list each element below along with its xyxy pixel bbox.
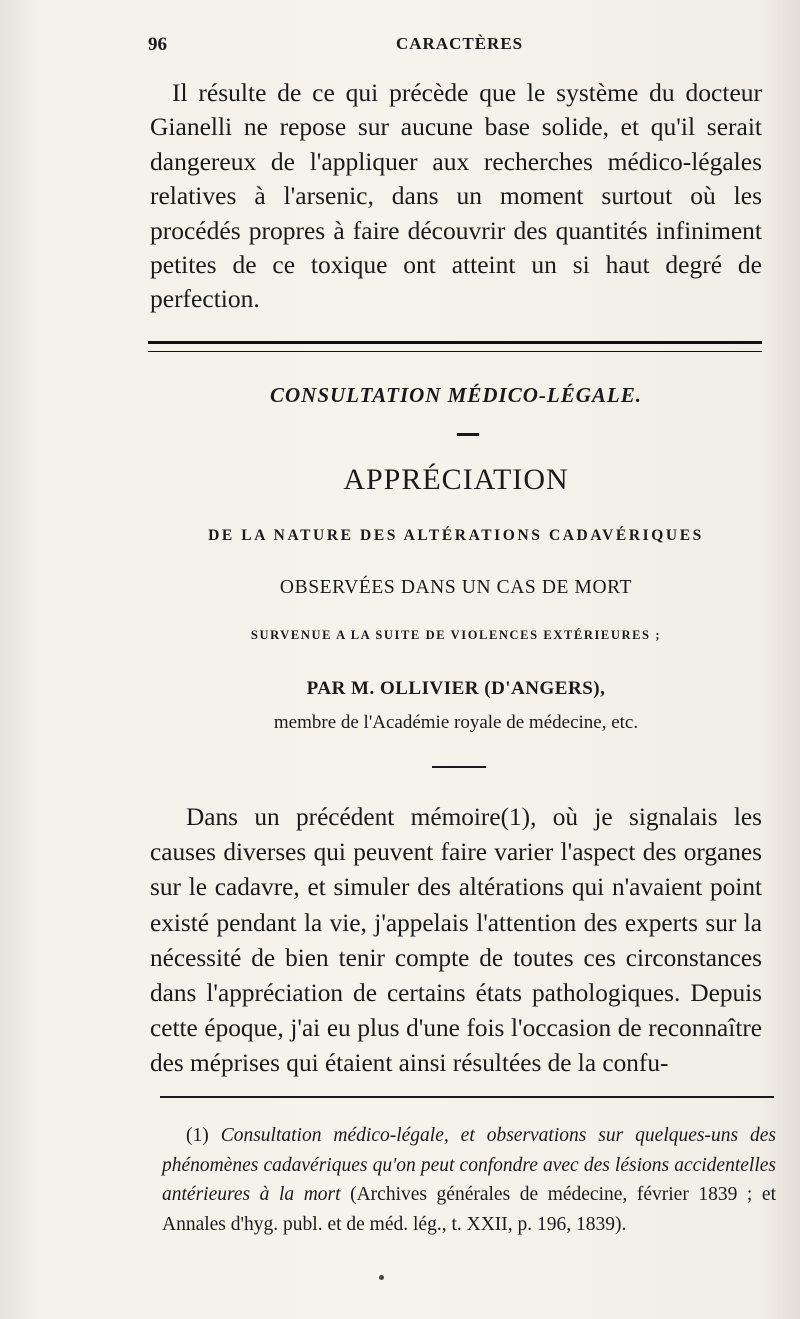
page-number: 96 — [148, 34, 167, 55]
section-title: CONSULTATION MÉDICO-LÉGALE. — [269, 383, 642, 407]
footnote-roman-text: (Archives générales de médecine, février 1839 ; et Annales d'hyg. publ. et de méd. lég., t. XXII, p. 196, 1839). — [162, 1184, 776, 1235]
article-title: APPRÉCIATION — [343, 463, 569, 496]
ink-speck — [379, 1275, 384, 1280]
running-head: CARACTÈRES — [396, 34, 524, 53]
title-dash — [457, 433, 479, 436]
article-subtitle-3: SURVENUE A LA SUITE DE VIOLENCES EXTÉRIEURES ; — [250, 628, 662, 642]
footnote-italic-text: Consultation médico-légale, et observations sur quelques-uns des phénomènes cadavériques qu'on peut confondre avec des lésions accidentelles antérieures à la mort — [162, 1125, 776, 1205]
article-subtitle-1: DE LA NATURE DES ALTÉRATIONS CADAVÉRIQUES — [208, 527, 704, 544]
article-subtitle-2: OBSERVÉES DANS UN CAS DE MORT — [279, 577, 633, 598]
footnote-marker: (1) — [186, 1125, 209, 1146]
article-author: PAR M. OLLIVIER (D'ANGERS), — [306, 678, 606, 699]
short-divider — [432, 766, 486, 768]
footnote-divider — [160, 1096, 774, 1098]
page-header — [148, 34, 758, 58]
author-affiliation: membre de l'Académie royale de médecine, etc. — [273, 712, 639, 733]
section-divider — [148, 341, 762, 352]
paragraph-conclusion: Il résulte de ce qui précède que le système du docteur Gianelli ne repose sur aucune base solide, et qu'il serait dangereux de l'appliquer aux recherches médico-légales relatives à l'arsenic, dans un moment surtout où les procédés propres à faire découvrir des quantités infiniment petites de ce toxique ont atteint un si haut degré de perfection. — [150, 78, 762, 314]
paragraph-body: Dans un précédent mémoire(1), où je signalais les causes diverses qui peuvent faire varier l'aspect des organes sur le cadavre, et simuler des altérations qui n'avaient point existé pendant la vie, j'appelais l'attention des experts sur la nécessité de bien tenir compte de toutes ces circonstances dans l'appréciation de certains états pathologiques. Depuis cette époque, j'ai eu plus d'une fois l'occasion de reconnaître des méprises qui étaient ainsi résultées de la confu- — [150, 803, 762, 1078]
footnote — [162, 1121, 776, 1239]
